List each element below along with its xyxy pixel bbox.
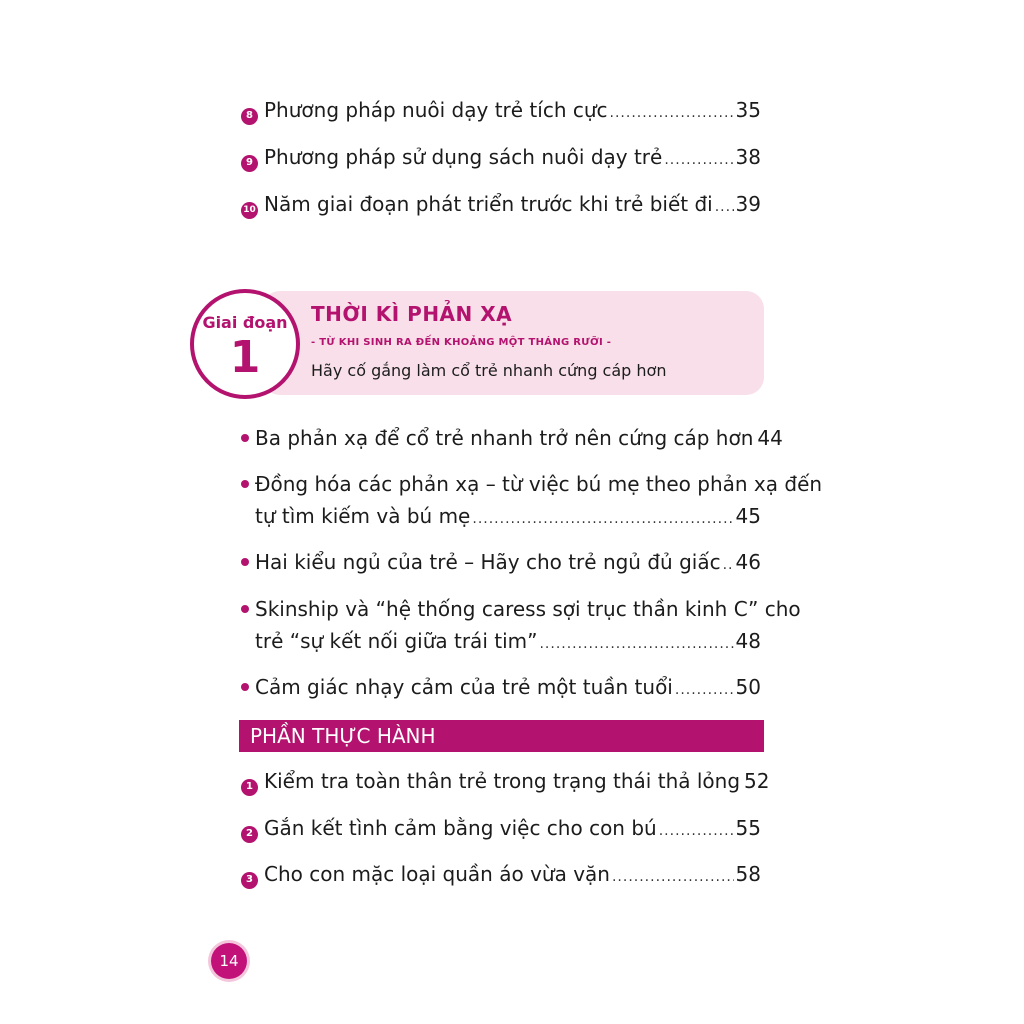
entry-page: 55 <box>735 816 761 840</box>
toc-entry <box>241 766 770 799</box>
entry-number-badge: 9 <box>241 155 258 172</box>
stage-description: Hãy cố gắng làm cổ trẻ nhanh cứng cáp hơn <box>311 361 667 380</box>
page-number: 14 <box>211 943 247 979</box>
leader-dots <box>664 145 733 175</box>
entry-title: Skinship và “hệ thống caress sợi trục thần kinh C” cho <box>255 597 801 621</box>
toc-entry <box>241 672 761 705</box>
entry-number-badge: 2 <box>241 826 258 843</box>
leader-dots <box>659 816 734 846</box>
entry-number-badge: 1 <box>241 779 258 796</box>
bullet-icon <box>241 434 249 442</box>
entry-page: 39 <box>735 192 761 216</box>
entry-title: Ba phản xạ để cổ trẻ nhanh trở nên cứng cáp hơn <box>255 426 754 450</box>
entry-title: Cảm giác nhạy cảm của trẻ một tuần tuổi <box>255 675 673 699</box>
leader-dots <box>472 503 733 535</box>
toc-entry <box>241 189 761 222</box>
entry-page: 38 <box>735 145 761 169</box>
leader-dots <box>715 192 734 222</box>
toc-entry <box>241 813 761 846</box>
entry-title: Năm giai đoạn phát triển trước khi trẻ biết đi <box>264 192 713 216</box>
stage-badge <box>190 289 300 399</box>
bullet-icon <box>241 683 249 691</box>
stage-subtitle: - TỪ KHI SINH RA ĐẾN KHOẢNG MỘT THÁNG RƯỠI - <box>311 337 612 348</box>
stage-title: THỜI KÌ PHẢN XẠ <box>311 302 513 326</box>
bullet-icon <box>241 480 249 488</box>
entry-number-badge: 10 <box>241 202 258 219</box>
entry-page: 58 <box>735 862 761 886</box>
entry-title: Phương pháp sử dụng sách nuôi dạy trẻ <box>264 145 663 169</box>
leader-dots <box>723 550 734 580</box>
toc-entry <box>241 859 761 892</box>
leader-dots <box>610 98 734 128</box>
toc-entry <box>241 547 761 580</box>
practice-section-heading: PHẦN THỰC HÀNH <box>239 720 764 752</box>
bullet-icon <box>241 605 249 613</box>
entry-page: 44 <box>757 426 783 450</box>
stage-label: Giai đoạn <box>202 313 288 332</box>
leader-dots <box>675 675 734 705</box>
toc-entry <box>241 468 823 535</box>
entry-page: 35 <box>735 98 761 122</box>
toc-entry <box>241 142 761 175</box>
entry-page: 48 <box>735 629 761 653</box>
entry-title: Cho con mặc loại quần áo vừa vặn <box>264 862 610 886</box>
entry-title: Kiểm tra toàn thân trẻ trong trạng thái thả lỏng <box>264 769 741 793</box>
entry-number-badge: 8 <box>241 108 258 125</box>
entry-title: Hai kiểu ngủ của trẻ – Hãy cho trẻ ngủ đủ giấc <box>255 550 721 574</box>
entry-title-continued: tự tìm kiếm và bú mẹ <box>255 504 471 528</box>
entry-page: 45 <box>735 504 761 528</box>
toc-entry <box>241 95 761 128</box>
entry-title-continued: trẻ “sự kết nối giữa trái tim” <box>255 629 538 653</box>
leader-dots <box>612 862 734 892</box>
entry-page: 46 <box>735 550 761 574</box>
entry-title: Đồng hóa các phản xạ – từ việc bú mẹ theo phản xạ đến <box>255 472 823 496</box>
entry-number-badge: 3 <box>241 872 258 889</box>
entry-page: 50 <box>735 675 761 699</box>
entry-title: Gắn kết tình cảm bằng việc cho con bú <box>264 816 657 840</box>
stage-number: 1 <box>229 332 261 383</box>
leader-dots <box>539 628 733 660</box>
entry-page: 52 <box>744 769 770 793</box>
toc-entry <box>241 423 783 456</box>
toc-entry <box>241 593 801 660</box>
entry-title: Phương pháp nuôi dạy trẻ tích cực <box>264 98 608 122</box>
bullet-icon <box>241 558 249 566</box>
